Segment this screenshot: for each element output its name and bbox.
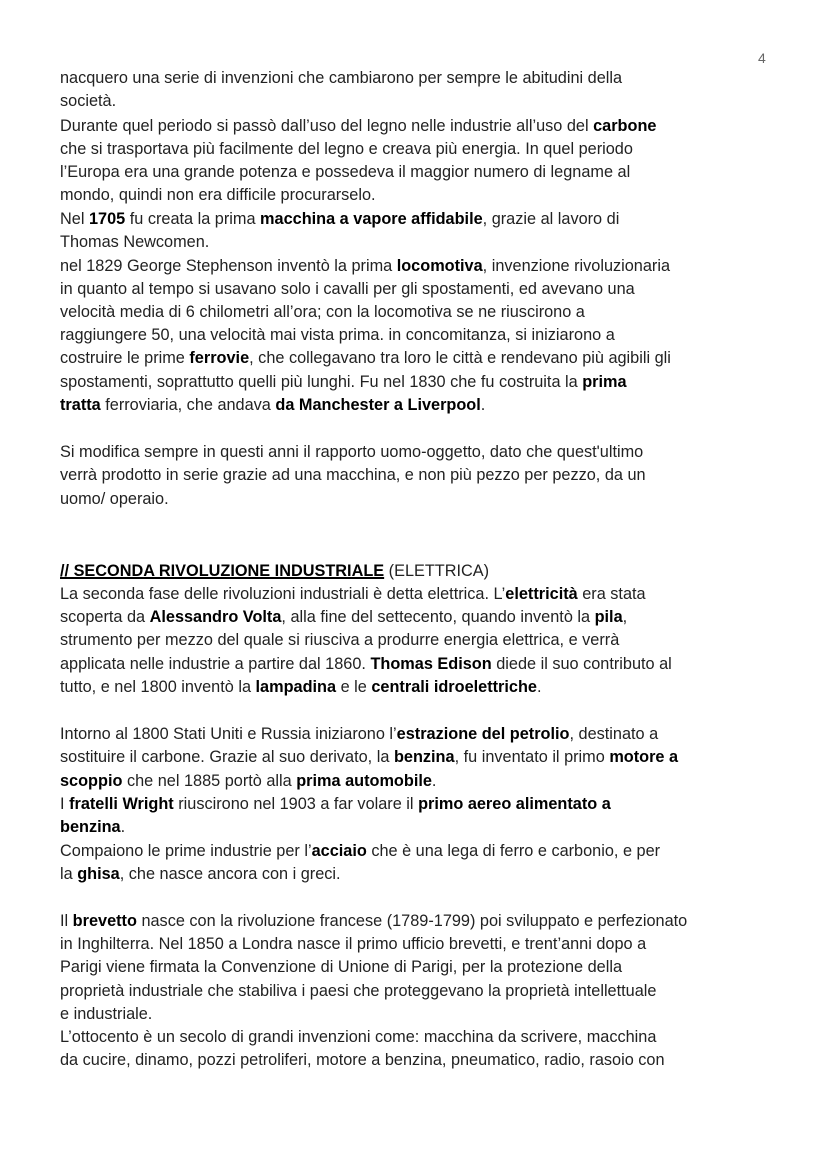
bold-text: da Manchester a Liverpool (275, 396, 481, 414)
text-span: nel 1829 George Stephenson inventò la prima (60, 257, 397, 275)
text-span: tutto, e nel 1800 inventò la (60, 678, 256, 696)
text-span: che si trasportava più facilmente del legno e creava più energia. In quel periodo (60, 140, 633, 158)
text-line (60, 911, 687, 931)
bold-text: benzina (60, 818, 121, 836)
text-line (60, 232, 209, 252)
text-span: verrà prodotto in serie grazie ad una macchina, e non più pezzo per pezzo, da un (60, 466, 646, 484)
text-span: Si modifica sempre in questi anni il rapporto uomo-oggetto, dato che quest'ultimo (60, 443, 644, 461)
text-line (60, 185, 376, 205)
text-span: Parigi viene firmata la Convenzione di Unione di Parigi, per la protezione della (60, 958, 623, 976)
bold-text: tratta (60, 396, 101, 414)
text-line (60, 771, 436, 791)
bold-text: primo aereo alimentato a (418, 795, 611, 813)
bold-text: fratelli Wright (69, 795, 174, 813)
text-span: raggiungere 50, una velocità mai vista prima. in concomitanza, si iniziarono a (60, 326, 615, 344)
bold-text: carbone (593, 117, 657, 135)
bold-text: estrazione del petrolio (396, 725, 570, 743)
bold-text: prima (582, 373, 627, 391)
text-span: strumento per mezzo del quale si riusciva a produrre energia elettrica, e verrà (60, 631, 620, 649)
text-span: proprietà industriale che stabiliva i paesi che proteggevano la proprietà intellettuale (60, 982, 657, 1000)
text-span: Thomas Newcomen. (60, 233, 210, 251)
text-span: . (480, 396, 486, 414)
text-span: e le (336, 678, 372, 696)
bold-text: Thomas Edison (370, 655, 492, 673)
text-line (60, 747, 678, 767)
text-span: da cucire, dinamo, pozzi petroliferi, motore a benzina, pneumatico, radio, rasoio con (60, 1051, 665, 1069)
text-span: La seconda fase delle rivoluzioni industriali è detta elettrica. L’ (60, 585, 506, 603)
text-line (60, 934, 646, 954)
text-line (60, 957, 622, 977)
text-span: , alla fine del settecento, quando inventò la (281, 608, 595, 626)
text-line (60, 442, 643, 462)
text-span: , che nasce ancora con i greci. (119, 865, 341, 883)
text-line (60, 465, 646, 485)
text-line (60, 1050, 665, 1070)
bold-text: benzina (393, 748, 455, 766)
bold-text: acciaio (311, 842, 367, 860)
text-line (60, 348, 671, 368)
bold-text: motore a (609, 748, 679, 766)
text-line (60, 677, 542, 697)
text-span: , destinato a (569, 725, 659, 743)
text-span: uomo/ operaio. (60, 490, 169, 508)
bold-text: lampadina (255, 678, 337, 696)
bold-text: elettricità (505, 585, 578, 603)
text-span: applicata nelle industrie a partire dal 1860. (60, 655, 371, 673)
text-span: , che collegavano tra loro le città e rendevano più agibili gli (249, 349, 671, 367)
text-span: , invenzione rivoluzionaria (482, 257, 671, 275)
text-span: sostituire il carbone. Grazie al suo derivato, la (60, 748, 394, 766)
bold-text: macchina a vapore affidabile (260, 210, 483, 228)
bold-text: prima automobile (296, 772, 432, 790)
text-line (60, 279, 635, 299)
text-line (60, 584, 646, 604)
text-line (60, 630, 619, 650)
text-span: nacquero una serie di invenzioni che cambiarono per sempre le abitudini della (60, 69, 623, 87)
text-span: riuscirono nel 1903 a far volare il (173, 795, 419, 813)
text-span: società. (60, 92, 117, 110)
text-line (60, 794, 611, 814)
text-span: nasce con la rivoluzione francese (1789-1799) poi sviluppato e perfezionato (136, 912, 688, 930)
text-line (60, 1027, 656, 1047)
text-line (60, 256, 670, 276)
text-span: fu creata la prima (125, 210, 261, 228)
text-span: l’Europa era una grande potenza e possedeva il maggior numero di legname al (60, 163, 631, 181)
text-span: , fu inventato il primo (454, 748, 610, 766)
bold-text: Alessandro Volta (149, 608, 282, 626)
bold-text: pila (594, 608, 623, 626)
text-line (60, 91, 116, 111)
text-span: Nel (60, 210, 89, 228)
heading-title: // SECONDA RIVOLUZIONE INDUSTRIALE (60, 562, 385, 580)
bold-text: 1705 (88, 210, 126, 228)
text-span: che nel 1885 portò alla (122, 772, 297, 790)
bold-text: brevetto (72, 912, 137, 930)
text-span: , (622, 608, 628, 626)
text-line (60, 981, 656, 1001)
bold-text: ghisa (77, 865, 120, 883)
bold-text: locomotiva (396, 257, 483, 275)
text-span: (ELETTRICA) (384, 562, 490, 580)
text-span: costruire le prime (60, 349, 190, 367)
text-line (60, 372, 627, 392)
text-span: L’ottocento è un secolo di grandi invenzioni come: macchina da scrivere, macchina (60, 1028, 657, 1046)
page-number: 4 (758, 50, 766, 66)
text-line (60, 139, 633, 159)
text-span: Durante quel periodo si passò dall’uso del legno nelle industrie all’uso del (60, 117, 594, 135)
text-line (60, 302, 585, 322)
section-heading (60, 561, 489, 581)
text-line (60, 68, 622, 88)
text-line (60, 817, 125, 837)
text-span: , grazie al lavoro di (482, 210, 620, 228)
text-span: mondo, quindi non era difficile procurarselo. (60, 186, 376, 204)
text-span: . (431, 772, 437, 790)
text-span: Compaiono le prime industrie per l’ (60, 842, 312, 860)
text-span: in quanto al tempo si usavano solo i cavalli per gli spostamenti, ed avevano una (60, 280, 635, 298)
text-span: in Inghilterra. Nel 1850 a Londra nasce il primo ufficio brevetti, e trent’anni dopo a (60, 935, 647, 953)
text-line (60, 162, 630, 182)
text-line (60, 841, 660, 861)
text-span: che è una lega di ferro e carbonio, e per (366, 842, 661, 860)
text-span: I (60, 795, 70, 813)
bold-text: ferrovie (189, 349, 250, 367)
text-span: velocità media di 6 chilometri all’ora; con la locomotiva se ne riuscirono a (60, 303, 585, 321)
text-span: ferroviaria, che andava (100, 396, 276, 414)
text-line (60, 116, 656, 136)
text-line (60, 864, 341, 884)
text-span: e industriale. (60, 1005, 153, 1023)
text-span: spostamenti, soprattutto quelli più lunghi. Fu nel 1830 che fu costruita la (60, 373, 583, 391)
text-line (60, 325, 615, 345)
text-line (60, 654, 672, 674)
text-line (60, 209, 619, 229)
text-span: la (60, 865, 78, 883)
text-line (60, 489, 169, 509)
text-span: scoperta da (60, 608, 150, 626)
text-line (60, 607, 627, 627)
text-line (60, 1004, 152, 1024)
text-line (60, 395, 485, 415)
bold-text: scoppio (60, 772, 123, 790)
text-span: Il (60, 912, 73, 930)
text-span: . (120, 818, 126, 836)
text-span: era stata (577, 585, 646, 603)
bold-text: centrali idroelettriche (371, 678, 537, 696)
text-line (60, 724, 658, 744)
text-span: Intorno al 1800 Stati Uniti e Russia iniziarono l’ (60, 725, 397, 743)
text-span: . (536, 678, 542, 696)
text-span: diede il suo contributo al (491, 655, 672, 673)
